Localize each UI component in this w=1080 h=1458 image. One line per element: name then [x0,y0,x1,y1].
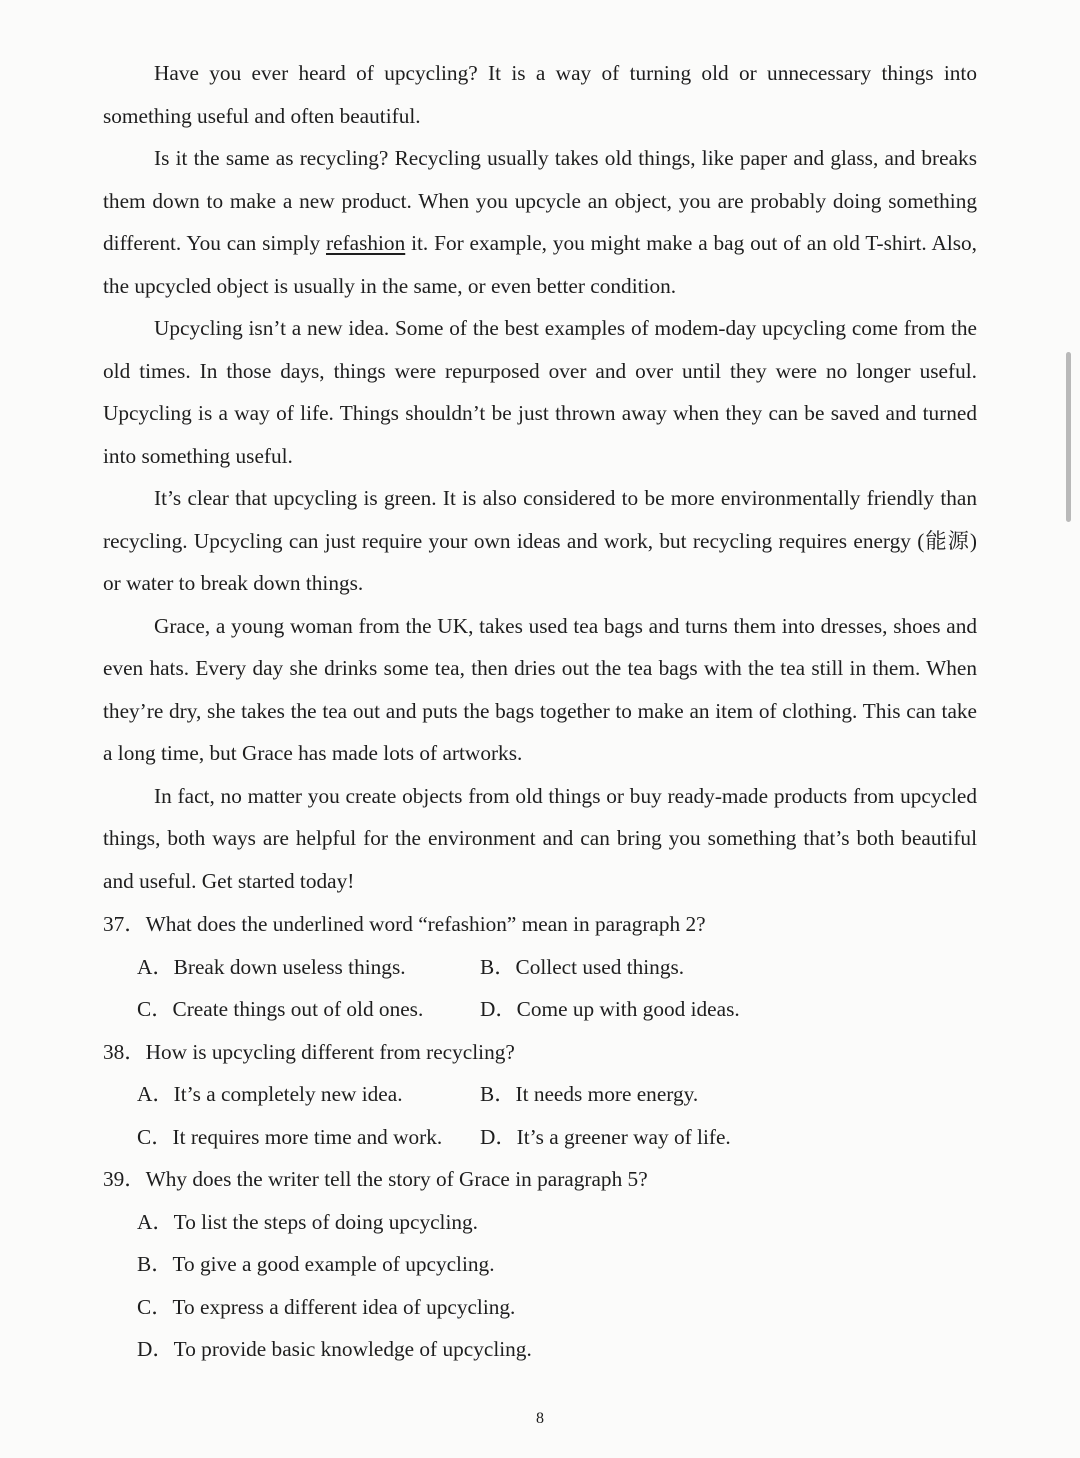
question-37-option-b: B．Collect used things. [480,954,685,979]
question-37-options-row-2 [103,988,977,1031]
paragraph-6: In fact, no matter you create objects from old things or buy ready-made products from upcycled things, both ways are helpful for the environment and can bring you something that’s both beautiful and useful. Get started today! [103,783,977,893]
paragraph-3: Upcycling isn’t a new idea. Some of the best examples of modem-day upcycling come from the old times. In those days, things were repurposed over and over until they were no longer useful. Upcycling is a way of life. Things shouldn’t be just thrown away when they can be saved and turned into something useful. [103,316,977,468]
question-39-option-b: B．To give a good example of upcycling. [137,1252,495,1276]
page-number: 8 [536,1410,544,1427]
question-38-option-d: D．It’s a greener way of life. [480,1124,731,1149]
question-38-option-c: C．It requires more time and work. [137,1124,443,1149]
reading-passage [103,52,977,902]
underlined-word: refashion [325,231,406,255]
question-38-options-row-1 [103,1073,977,1116]
paragraph-4: It’s clear that upcycling is green. It is also considered to be more environmentally friendly than recycling. Upcycling can just require your own ideas and work, but recycling requires energy (能源) or water to break down things. [103,486,977,595]
question-39-option-a: A．To list the steps of doing upcycling. [137,1209,478,1234]
paragraph-1: Have you ever heard of upcycling? It is a way of turning old or unnecessary things into something useful and often beautiful. [103,61,977,128]
scrollbar-thumb[interactable] [1066,352,1071,522]
paragraph-5: Grace, a young woman from the UK, takes used tea bags and turns them into dresses, shoes and even hats. Every day she drinks some tea, then dries out the tea bags with the tea still in them. When they’re dry, she takes the tea out and puts the bags together to make an item of clothing. This can take a long time, but Grace has made lots of artworks. [103,613,977,765]
question-39-stem: 39．Why does the writer tell the story of Grace in paragraph 5? [103,1167,648,1191]
question-39-option-d: D．To provide basic knowledge of upcycling. [137,1337,532,1361]
question-37-options-row-1 [103,946,977,989]
question-38-option-b: B．It needs more energy. [480,1082,699,1106]
question-38-options-row-2 [103,1116,977,1159]
question-37-stem: 37．What does the underlined word “refashion” mean in paragraph 2? [103,912,706,936]
question-37-option-d: D．Come up with good ideas. [480,997,740,1021]
question-section [103,903,977,1371]
paragraph-2 [103,137,977,307]
question-38-option-a: A．It’s a completely new idea. [137,1082,403,1106]
question-37-option-a: A．Break down useless things. [137,954,406,979]
question-38-stem: 38．How is upcycling different from recycling? [103,1039,515,1064]
paragraph-2-text-end: it. For example, you might make a bag out of an old T-shirt. Also, the upcycled object is usually in the same, or even better condition. [103,231,978,298]
question-37-option-c: C．Create things out of old ones. [137,997,424,1021]
question-39-option-c: C．To express a different idea of upcycling. [137,1294,516,1319]
paragraph-2-text-start: Is it the same as recycling? Recycling usually takes old things, like paper and glass, and breaks them down to make a new product. When you upcycle an object, you are probably doing something different. You can simply [103,146,977,255]
